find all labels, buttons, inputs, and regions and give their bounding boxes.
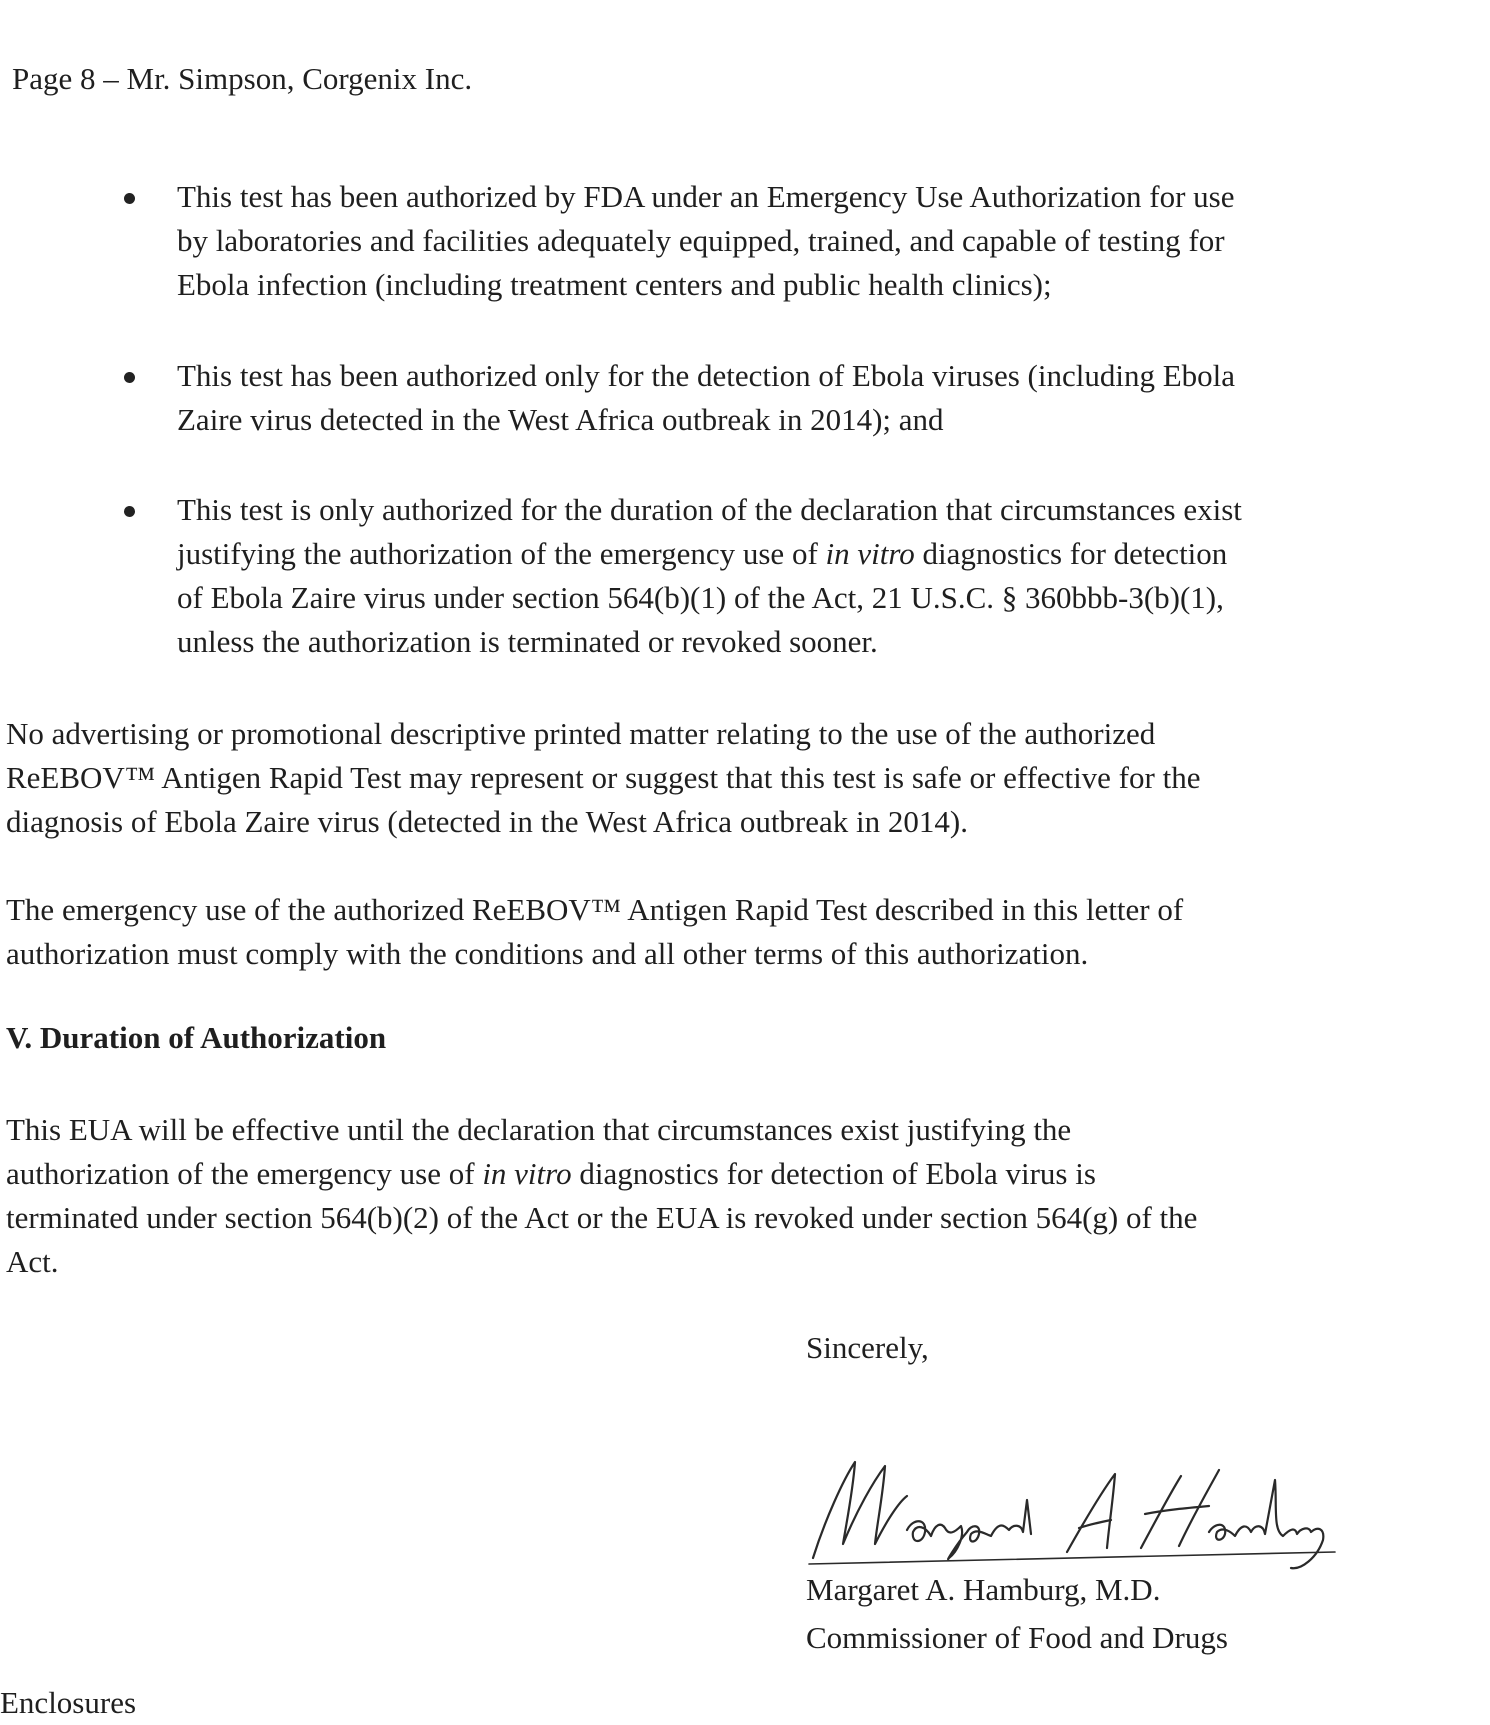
italic-term: in vitro [825, 536, 915, 571]
bullet-line [177, 532, 1477, 576]
bullet-text [177, 175, 1477, 307]
bullet-line-part: justifying the authorization of the emergency use of [177, 536, 826, 571]
paragraph-compliance [6, 888, 1476, 976]
paragraph-line: The emergency use of the authorized ReEBOV™ Antigen Rapid Test described in this letter of [6, 892, 1184, 927]
bullet-line: This test has been authorized only for the detection of Ebola viruses (including Ebola [177, 358, 1236, 393]
paragraph-line: Act. [6, 1244, 59, 1279]
paragraph-advertising [6, 712, 1476, 844]
enclosures-label: Enclosures [0, 1685, 137, 1720]
paragraph-line: authorization must comply with the conditions and all other terms of this authorization. [6, 936, 1089, 971]
signatory-title: Commissioner of Food and Drugs [806, 1620, 1228, 1655]
closing-salutation: Sincerely, [806, 1330, 929, 1365]
italic-term: in vitro [482, 1156, 572, 1191]
bullet-text [177, 488, 1477, 664]
bullet-line: by laboratories and facilities adequately equipped, trained, and capable of testing for [177, 223, 1225, 258]
bullet-line: unless the authorization is terminated or revoked sooner. [177, 624, 878, 659]
bullet-line: This test has been authorized by FDA under an Emergency Use Authorization for use [177, 179, 1235, 214]
signatory-name: Margaret A. Hamburg, M.D. [806, 1572, 1161, 1607]
bullet-dot-icon [124, 193, 135, 204]
handwritten-signature [795, 1440, 1355, 1580]
bullet-text [177, 354, 1477, 442]
paragraph-line-part: diagnostics for detection of Ebola virus is [571, 1156, 1096, 1191]
bullet-line: of Ebola Zaire virus under section 564(b)(1) of the Act, 21 U.S.C. § 360bbb-3(b)(1), [177, 580, 1224, 615]
paragraph-line: ReEBOV™ Antigen Rapid Test may represent or suggest that this test is safe or effective for the [6, 760, 1201, 795]
bullet-dot-icon [124, 372, 135, 383]
paragraph-line: terminated under section 564(b)(2) of the Act or the EUA is revoked under section 564(g) of the [6, 1200, 1198, 1235]
paragraph-duration [6, 1108, 1476, 1284]
bullet-dot-icon [124, 506, 135, 517]
bullet-line: This test is only authorized for the duration of the declaration that circumstances exist [177, 492, 1242, 527]
paragraph-line: This EUA will be effective until the declaration that circumstances exist justifying the [6, 1112, 1072, 1147]
bullet-line: Zaire virus detected in the West Africa outbreak in 2014); and [177, 402, 944, 437]
paragraph-line [6, 1152, 1476, 1196]
paragraph-line-part: authorization of the emergency use of [6, 1156, 483, 1191]
section-heading: V. Duration of Authorization [6, 1020, 387, 1055]
bullet-line-part: diagnostics for detection [914, 536, 1228, 571]
page-header: Page 8 – Mr. Simpson, Corgenix Inc. [12, 61, 473, 96]
bullet-line: Ebola infection (including treatment centers and public health clinics); [177, 267, 1052, 302]
paragraph-line: diagnosis of Ebola Zaire virus (detected in the West Africa outbreak in 2014). [6, 804, 968, 839]
paragraph-line: No advertising or promotional descriptive printed matter relating to the use of the authorized [6, 716, 1156, 751]
